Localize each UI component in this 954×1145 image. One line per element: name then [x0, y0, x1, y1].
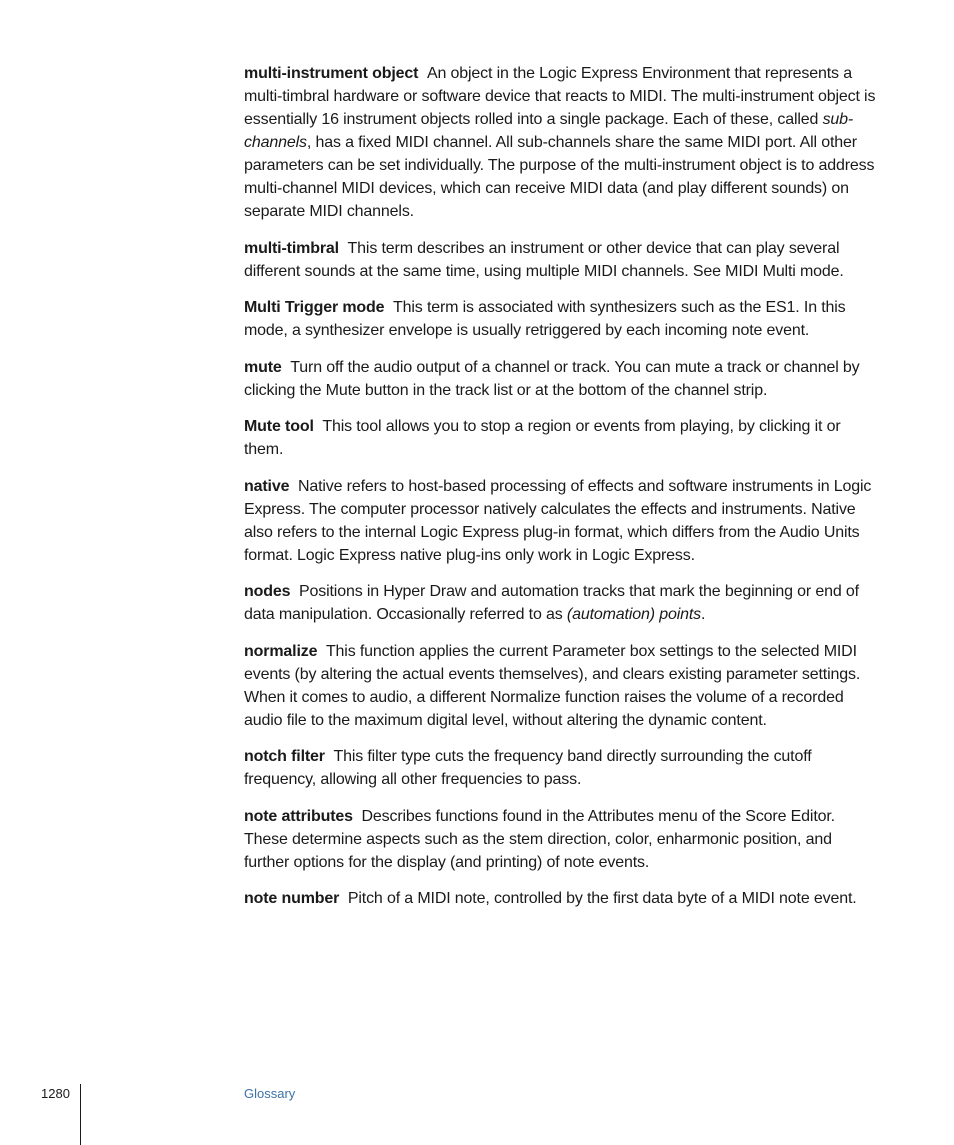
definition-text: This function applies the current Parameter box settings to the selected MIDI events (by altering the actual events themselves), and clears existing parameter settings. When it comes to audio, a different Normalize function raises the volume of a recorded audio file to the maximum digital level, without altering the dynamic content. [244, 642, 861, 729]
glossary-term: Mute tool [244, 418, 314, 435]
definition-text: Turn off the audio output of a channel or track. You can mute a track or channel by clicking the Mute button in the track list or at the bottom of the channel strip. [244, 358, 860, 399]
glossary-entry [244, 415, 880, 461]
glossary-entry [244, 580, 880, 626]
glossary-term: mute [244, 358, 282, 376]
glossary-entry [244, 237, 880, 283]
glossary-term: nodes [244, 583, 291, 600]
glossary-term: note number [244, 890, 340, 907]
definition-text: . [701, 606, 706, 623]
glossary-entry [244, 62, 880, 223]
definition-text: This filter type cuts the frequency band directly surrounding the cutoff frequency, allowing all other frequencies to pass. [244, 748, 812, 788]
definition-text: An object in the Logic Express Environment that represents a multi-timbral hardware or software device that reacts to MIDI. The multi-instrument object is essentially 16 instrument objects rolled into a single package. Each of these, called [244, 65, 876, 128]
definition-italic: sub-channels [244, 111, 854, 151]
glossary-entry [244, 805, 880, 874]
definition-text: Describes functions found in the Attributes menu of the Score Editor. These determine aspects such as the stem direction, color, enharmonic position, and further options for the display (and printing) of note events. [244, 807, 835, 871]
definition-text: Positions in Hyper Draw and automation tracks that mark the beginning or end of data manipulation. Occasionally referred to as [244, 583, 859, 623]
glossary-entry [244, 296, 880, 342]
glossary-term: multi-timbral [244, 239, 339, 257]
glossary-term: note attributes [244, 807, 353, 825]
glossary-entry [244, 745, 880, 791]
glossary-term: normalize [244, 642, 318, 660]
glossary-entry [244, 475, 880, 567]
definition-text: This term is associated with synthesizers such as the ES1. In this mode, a synthesizer envelope is usually retriggered by each incoming note event. [244, 299, 846, 339]
glossary-entries [244, 62, 880, 924]
definition-text: Native refers to host-based processing of effects and software instruments in Logic Express. The computer processor natively calculates the effects and instruments. Native also refers to the internal Logic Express plug-in format, which differs from the Audio Units format. Logic Express native plug-ins only work in Logic Express. [244, 477, 872, 564]
glossary-term: native [244, 477, 290, 495]
definition-text: This term describes an instrument or other device that can play several different sounds at the same time, using multiple MIDI channels. See MIDI Multi mode. [244, 239, 844, 280]
glossary-entry [244, 887, 880, 910]
definition-text: , has a fixed MIDI channel. All sub-channels share the same MIDI port. All other parameters can be set individually. The purpose of the multi-instrument object is to address multi-channel MIDI devices, which can receive MIDI data (and play different sounds) on separate MIDI channels. [244, 134, 875, 220]
glossary-term: notch filter [244, 748, 325, 765]
glossary-term: Multi Trigger mode [244, 299, 385, 316]
definition-text: This tool allows you to stop a region or events from playing, by clicking it or them. [244, 418, 841, 458]
glossary-entry [244, 356, 880, 402]
definition-text: Pitch of a MIDI note, controlled by the first data byte of a MIDI note event. [347, 890, 857, 907]
section-name: Glossary [244, 1086, 296, 1101]
footer-divider [80, 1084, 81, 1145]
glossary-term: multi-instrument object [244, 65, 419, 82]
page-number: 1280 [41, 1086, 70, 1101]
definition-italic: (automation) points [566, 606, 702, 623]
glossary-entry [244, 640, 880, 732]
